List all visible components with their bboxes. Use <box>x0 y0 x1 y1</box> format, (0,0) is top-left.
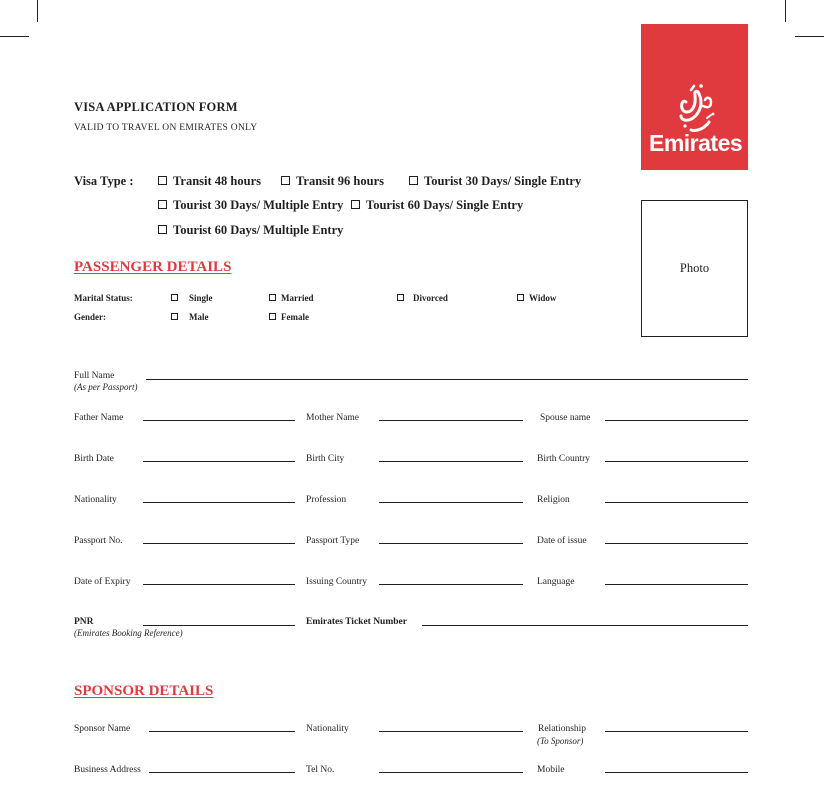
birth-city-label: Birth City <box>306 454 345 464</box>
visa-option-tourist-30-single[interactable]: Tourist 30 Days/ Single Entry <box>409 174 581 189</box>
gender-option-male[interactable]: Male <box>171 312 209 322</box>
date-of-issue-label: Date of issue <box>537 536 587 546</box>
relationship-note: (To Sponsor) <box>537 736 584 746</box>
checkbox[interactable] <box>269 313 276 320</box>
pnr-label: PNR <box>74 617 94 627</box>
tel-no-label: Tel No. <box>306 765 335 775</box>
marital-status-label: Marital Status: <box>74 293 133 303</box>
marital-option-divorced[interactable]: Divorced <box>397 293 448 303</box>
checkbox[interactable] <box>409 176 418 185</box>
emirates-logo <box>641 24 748 170</box>
checkbox[interactable] <box>517 294 524 301</box>
date-of-expiry-field[interactable] <box>143 584 295 585</box>
mobile-label: Mobile <box>537 765 565 775</box>
birth-country-field[interactable] <box>605 461 748 462</box>
profession-label: Profession <box>306 495 347 505</box>
sponsor-nationality-label: Nationality <box>306 724 349 734</box>
checkbox[interactable] <box>171 313 178 320</box>
visa-option-tourist-30-multiple[interactable]: Tourist 30 Days/ Multiple Entry <box>158 198 343 213</box>
nationality-field[interactable] <box>143 502 295 503</box>
religion-label: Religion <box>537 495 570 505</box>
mobile-field[interactable] <box>605 772 748 773</box>
spouse-name-field[interactable] <box>605 420 748 421</box>
issuing-country-field[interactable] <box>379 584 523 585</box>
ticket-number-field[interactable] <box>422 625 748 626</box>
date-of-issue-field[interactable] <box>605 543 748 544</box>
ticket-number-label: Emirates Ticket Number <box>306 617 407 627</box>
sponsor-details-heading: SPONSOR DETAILS <box>74 683 214 699</box>
pnr-note: (Emirates Booking Reference) <box>74 628 183 638</box>
mother-name-label: Mother Name <box>306 413 360 423</box>
passport-no-label: Passport No. <box>74 536 123 546</box>
business-address-label: Business Address <box>74 765 141 775</box>
date-of-expiry-label: Date of Expiry <box>74 577 131 587</box>
checkbox[interactable] <box>397 294 404 301</box>
full-name-field[interactable] <box>146 379 748 380</box>
gender-option-female[interactable]: Female <box>269 312 309 322</box>
checkbox[interactable] <box>269 294 276 301</box>
crop-mark <box>785 0 786 22</box>
relationship-label: Relationship <box>538 724 587 734</box>
profession-field[interactable] <box>379 502 523 503</box>
nationality-label: Nationality <box>74 495 117 505</box>
language-label: Language <box>537 577 575 587</box>
tel-no-field[interactable] <box>379 772 523 773</box>
form-subtitle: VALID TO TRAVEL ON EMIRATES ONLY <box>74 123 258 133</box>
photo-box[interactable] <box>641 200 748 337</box>
crop-mark <box>0 36 29 37</box>
photo-label: Photo <box>679 261 710 275</box>
form-title: VISA APPLICATION FORM <box>74 100 238 114</box>
visa-option-transit-48[interactable]: Transit 48 hours <box>158 174 261 189</box>
visa-option-tourist-60-multiple[interactable]: Tourist 60 Days/ Multiple Entry <box>158 223 343 238</box>
issuing-country-label: Issuing Country <box>306 577 367 587</box>
full-name-label: Full Name <box>74 371 115 381</box>
mother-name-field[interactable] <box>379 420 523 421</box>
religion-field[interactable] <box>605 502 748 503</box>
sponsor-nationality-field[interactable] <box>379 731 523 732</box>
father-name-label: Father Name <box>74 413 124 423</box>
birth-city-field[interactable] <box>379 461 523 462</box>
marital-option-widow[interactable]: Widow <box>517 293 556 303</box>
visa-type-label: Visa Type : <box>74 174 134 188</box>
checkbox[interactable] <box>171 294 178 301</box>
passport-no-field[interactable] <box>143 543 295 544</box>
visa-option-tourist-60-single[interactable]: Tourist 60 Days/ Single Entry <box>351 198 523 213</box>
pnr-field[interactable] <box>143 625 295 626</box>
checkbox[interactable] <box>351 200 360 209</box>
checkbox[interactable] <box>158 200 167 209</box>
birth-date-field[interactable] <box>143 461 295 462</box>
sponsor-name-field[interactable] <box>149 731 295 732</box>
logo-wordmark: Emirates <box>649 130 743 156</box>
checkbox[interactable] <box>281 176 290 185</box>
father-name-field[interactable] <box>143 420 295 421</box>
marital-option-married[interactable]: Married <box>269 293 313 303</box>
marital-option-single[interactable]: Single <box>171 293 213 303</box>
crop-mark <box>795 36 824 37</box>
passenger-details-heading: PASSENGER DETAILS <box>74 259 232 275</box>
gender-label: Gender: <box>74 312 106 322</box>
checkbox[interactable] <box>158 225 167 234</box>
passport-type-label: Passport Type <box>306 536 360 546</box>
crop-mark <box>37 0 38 22</box>
spouse-name-label: Spouse name <box>540 413 591 423</box>
full-name-note: (As per Passport) <box>74 382 138 392</box>
sponsor-name-label: Sponsor Name <box>74 724 131 734</box>
passport-type-field[interactable] <box>379 543 523 544</box>
checkbox[interactable] <box>158 176 167 185</box>
language-field[interactable] <box>605 584 748 585</box>
visa-option-transit-96[interactable]: Transit 96 hours <box>281 174 384 189</box>
relationship-field[interactable] <box>605 731 748 732</box>
birth-date-label: Birth Date <box>74 454 114 464</box>
birth-country-label: Birth Country <box>537 454 591 464</box>
business-address-field[interactable] <box>149 772 295 773</box>
